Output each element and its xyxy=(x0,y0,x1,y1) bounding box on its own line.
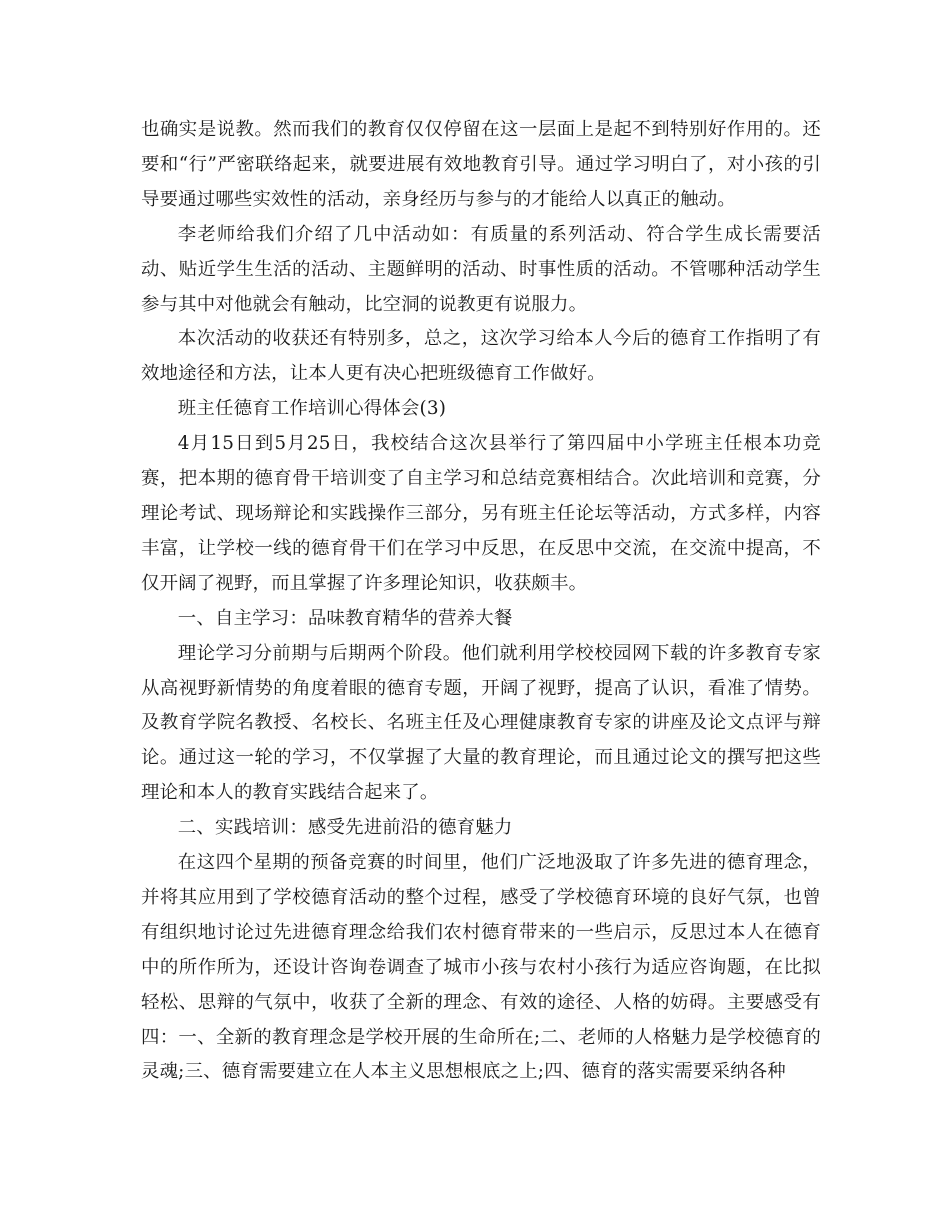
section-title: 班主任德育工作培训心得体会(3) xyxy=(177,398,447,420)
heading-practice: 二、实践培训：感受先进前沿的德育魅力 xyxy=(177,817,513,839)
paragraph-activities: 李老师给我们介绍了几中活动如：有质量的系列活动、符合学生成长需要活动、贴近学生生活的活动、主题鲜明的活动、时事性质的活动。不管哪种活动学生参与其中对他就会有触动，比空洞的说教更有说服力。 xyxy=(141,223,821,315)
heading-self-study: 一、自主学习：品味教育精华的营养大餐 xyxy=(177,607,513,629)
document-body xyxy=(141,113,821,1090)
paragraph-continuation: 也确实是说教。然而我们的教育仅仅停留在这一层面上是起不到特别好作用的。还要和“行”严密联络起来，就要进展有效地教育引导。通过学习明白了，对小孩的引导要通过哪些实效性的活动，亲身经历与参与的才能给人以真正的触动。 xyxy=(141,119,821,210)
paragraph-intro: 4月15日到5月25日，我校结合这次县举行了第四届中小学班主任根本功竞赛，把本期的德育骨干培训变了自主学习和总结竞赛相结合。次此培训和竞赛，分理论考试、现场辩论和实践操作三部分，另有班主任论坛等活动，方式多样，内容丰富，让学校一线的德育骨干们在学习中反思，在反思中交流，在交流中提高，不仅开阔了视野，而且掌握了许多理论知识，收获颇丰。 xyxy=(141,433,821,594)
paragraph-summary: 本次活动的收获还有特别多，总之，这次学习给本人今后的德育工作指明了有效地途径和方法，让本人更有决心把班级德育工作做好。 xyxy=(141,328,821,385)
paragraph-practice: 在这四个星期的预备竞赛的时间里，他们广泛地汲取了许多先进的德育理念，并将其应用到了学校德育活动的整个过程，感受了学校德育环境的良好气氛，也曾有组织地讨论过先进德育理念给我们农村德育带来的一些启示，反思过本人在德育中的所作所为，还设计咨询卷调查了城市小孩与农村小孩行为适应咨询题，在比拟轻松、思辩的气氛中，收获了全新的理念、有效的途径、人格的妨碍。主要感受有四：一、全新的教育理念是学校开展的生命所在;二、老师的人格魅力是学校德育的灵魂;三、德育需要建立在人本主义思想根底之上;四、德育的落实需要采纳各种 xyxy=(141,852,821,1083)
paragraph-theory: 理论学习分前期与后期两个阶段。他们就利用学校校园网下载的许多教育专家从高视野新情势的角度着眼的德育专题，开阔了视野，提高了认识，看准了情势。及教育学院名教授、名校长、名班主任及心理健康教育专家的讲座及论文点评与辩论。通过这一轮的学习，不仅掌握了大量的教育理论，而且通过论文的撰写把这些理论和本人的教育实践结合起来了。 xyxy=(141,642,821,804)
